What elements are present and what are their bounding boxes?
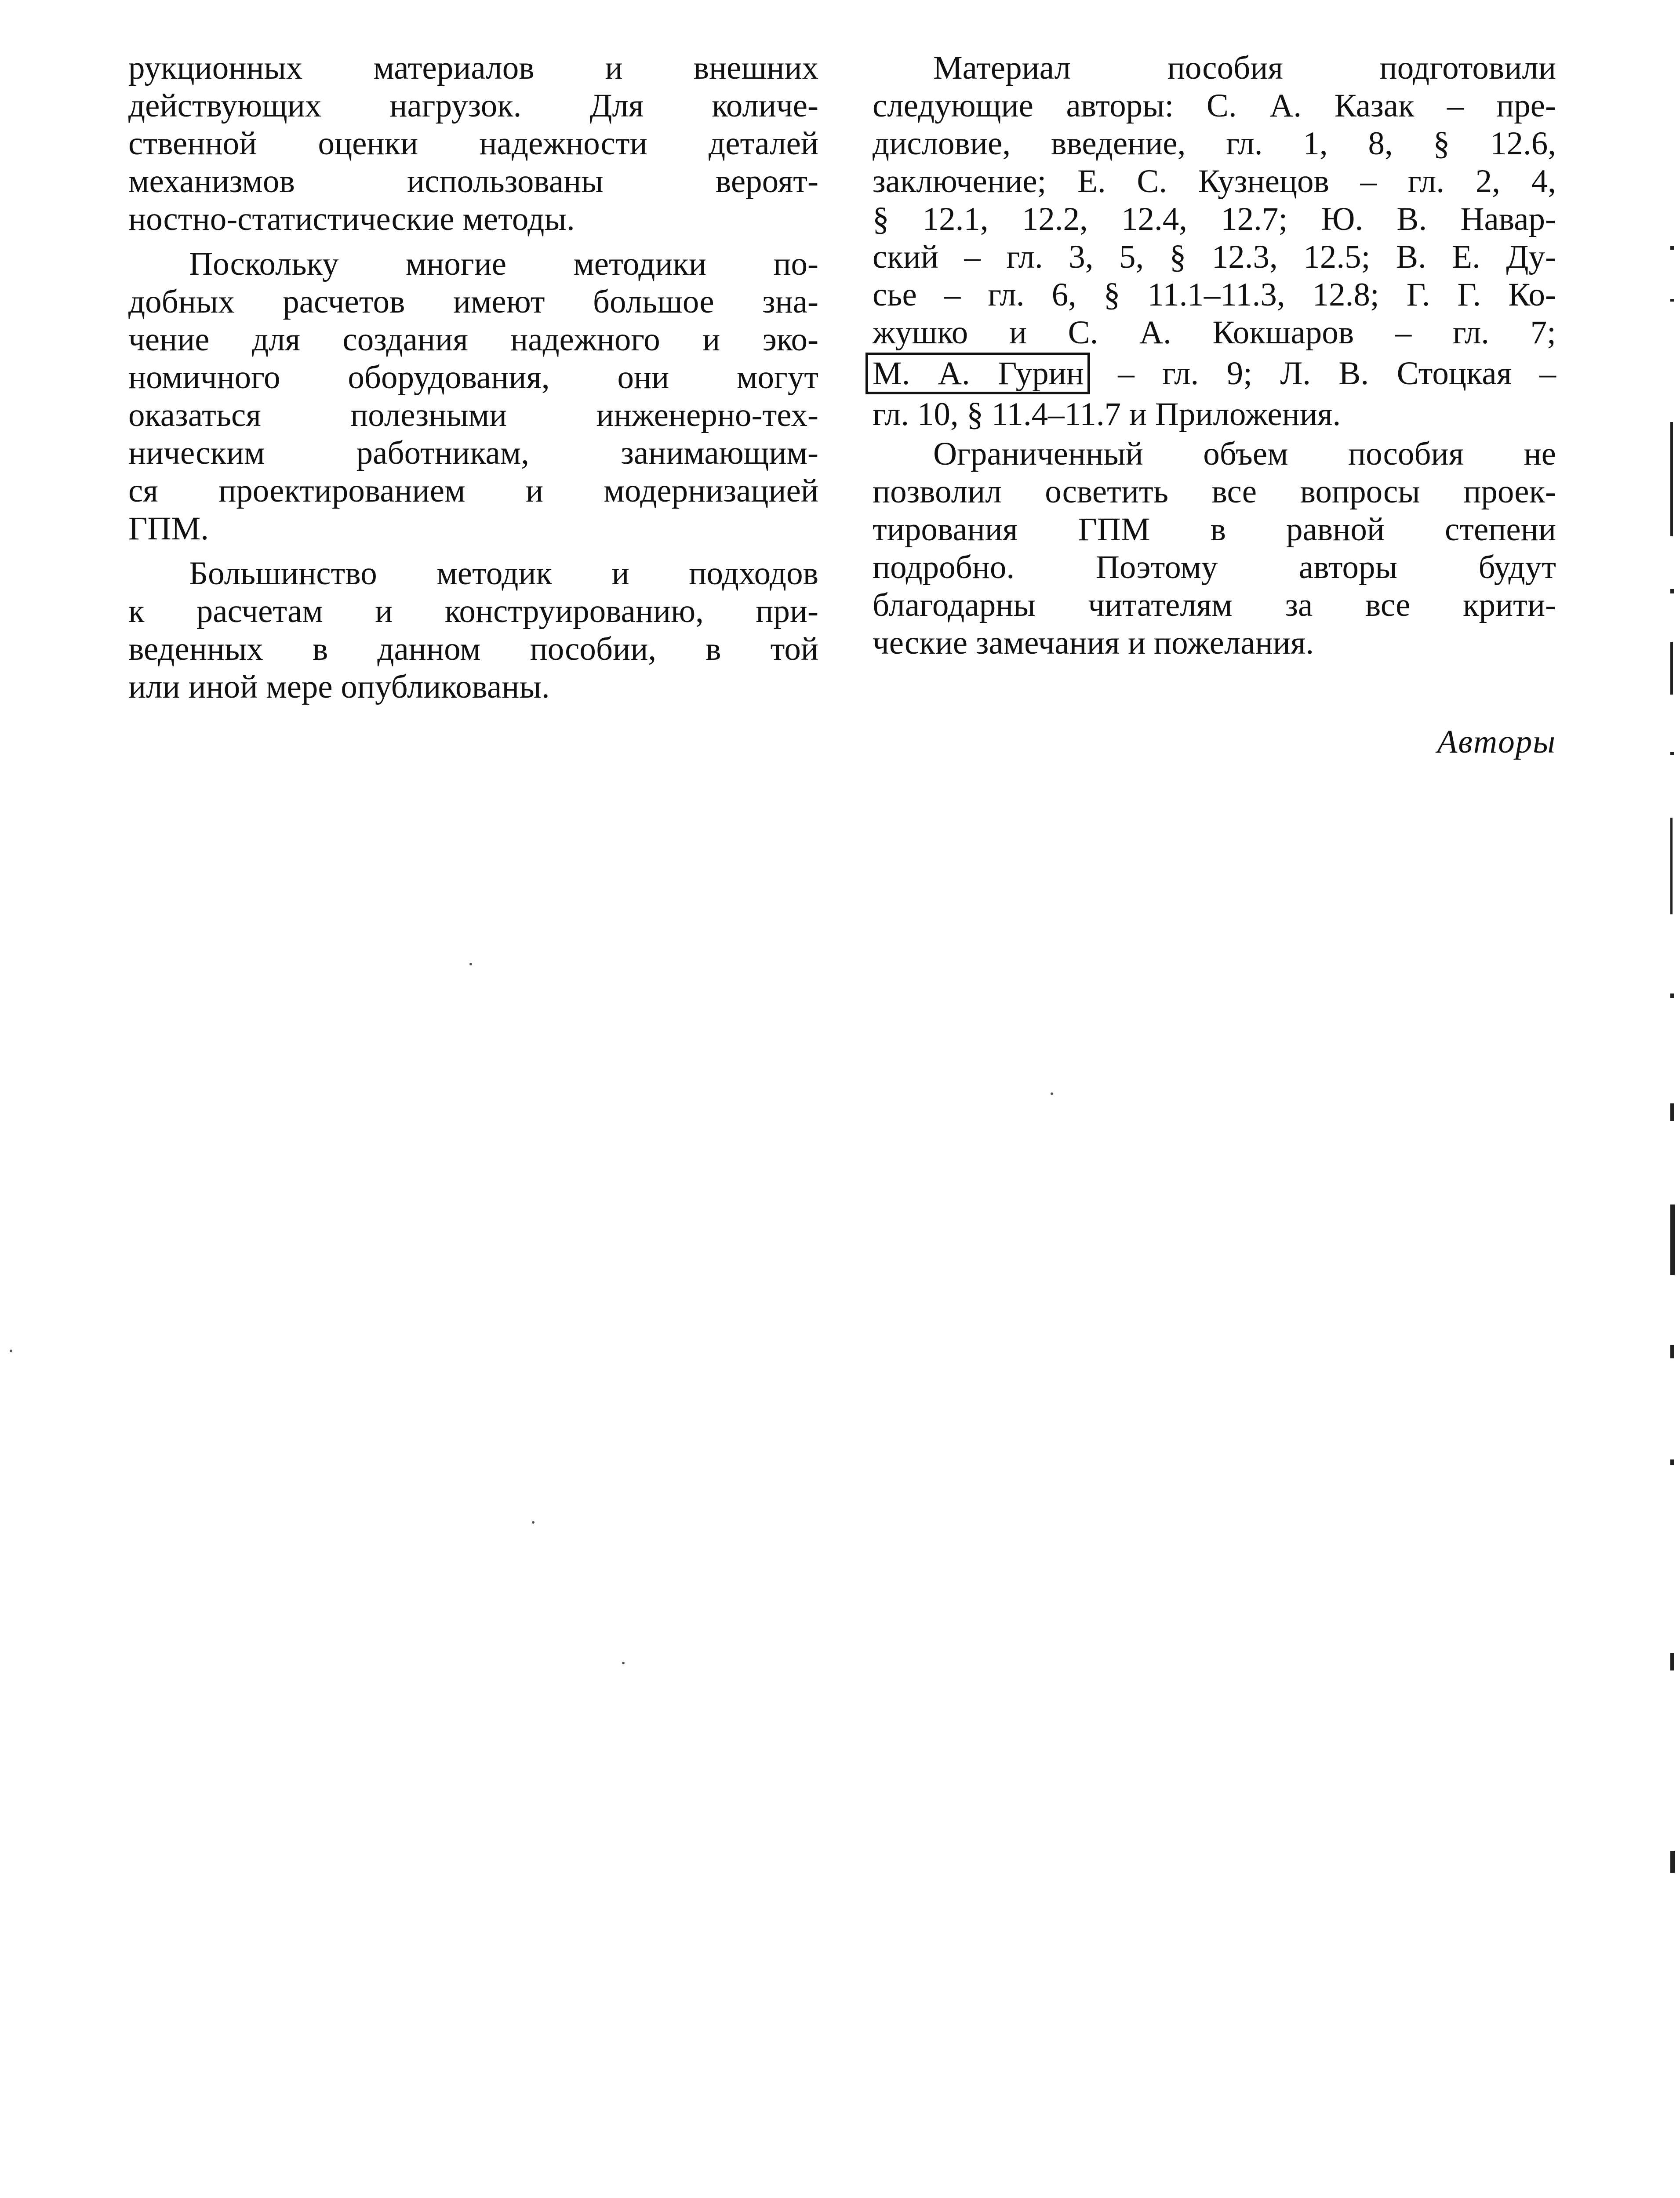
text-line: оказаться полезными инженерно-тех- (128, 397, 818, 433)
boxed-author-name: М. А. Гурин (865, 353, 1090, 394)
text-line: Материал пособия подготовили (933, 50, 1556, 86)
text-line: действующих нагрузок. Для количе- (128, 87, 818, 124)
paragraph-published (128, 548, 818, 706)
paragraph-materials (128, 49, 818, 238)
text-line: ГПМ. (128, 510, 209, 547)
paragraph-limitations (873, 433, 1556, 662)
text-line-with-boxed-name (873, 352, 1556, 396)
text-line: подробно. Поэтому авторы будут (873, 549, 1556, 586)
text-line: чение для создания надежного и эко- (128, 321, 818, 358)
paragraph-authors (873, 49, 1556, 433)
boxed-name-trailing-text: – гл. 9; Л. В. Стоцкая – (1090, 355, 1556, 392)
text-line: сье – гл. 6, § 11.1–11.3, 12.8; Г. Г. Ко- (873, 277, 1556, 313)
text-line: к расчетам и конструированию, при- (128, 593, 818, 630)
scan-speck (10, 1350, 12, 1352)
text-line: гл. 10, § 11.4–11.7 и Приложения. (873, 396, 1341, 433)
text-line: рукционных материалов и внешних (128, 50, 818, 86)
text-line: ственной оценки надежности деталей (128, 125, 818, 162)
text-line: механизмов использованы вероят- (128, 163, 818, 200)
left-column (128, 49, 818, 706)
scan-speck (622, 1662, 625, 1664)
text-line: Поскольку многие методики по- (189, 246, 818, 282)
text-line: ностно-статистические методы. (128, 201, 575, 237)
text-line: добных расчетов имеют большое зна- (128, 284, 818, 320)
scan-edge-artifacts (1670, 246, 1678, 1785)
text-line: ский – гл. 3, 5, § 12.3, 12.5; В. Е. Ду- (873, 239, 1556, 275)
scan-speck (532, 1521, 535, 1524)
signature-authors: Авторы (1437, 724, 1556, 760)
text-line: Большинство методик и подходов (189, 555, 818, 592)
text-line: заключение; Е. С. Кузнецов – гл. 2, 4, (873, 163, 1556, 200)
scan-speck (1051, 1092, 1053, 1095)
text-line: Ограниченный объем пособия не (933, 436, 1556, 472)
text-line: ческие замечания и пожелания. (873, 625, 1314, 661)
text-line: жушко и С. А. Кокшаров – гл. 7; (873, 314, 1556, 351)
text-line: номичного оборудования, они могут (128, 359, 818, 396)
text-line: позволил осветить все вопросы проек- (873, 473, 1556, 510)
text-line: § 12.1, 12.2, 12.4, 12.7; Ю. В. Навар- (873, 201, 1556, 237)
text-line: ся проектированием и модернизацией (128, 473, 818, 509)
right-column (873, 49, 1556, 662)
paragraph-methods-usefulness (128, 238, 818, 548)
text-line: благодарны читателям за все крити- (873, 587, 1556, 623)
scan-speck (469, 963, 472, 965)
text-line: веденных в данном пособии, в той (128, 631, 818, 667)
text-line: или иной мере опубликованы. (128, 669, 550, 705)
text-line: тирования ГПМ в равной степени (873, 511, 1556, 548)
text-line: следующие авторы: С. А. Казак – пре- (873, 87, 1556, 124)
text-line: ническим работникам, занимающим- (128, 435, 818, 471)
text-line: дисловие, введение, гл. 1, 8, § 12.6, (873, 125, 1556, 162)
